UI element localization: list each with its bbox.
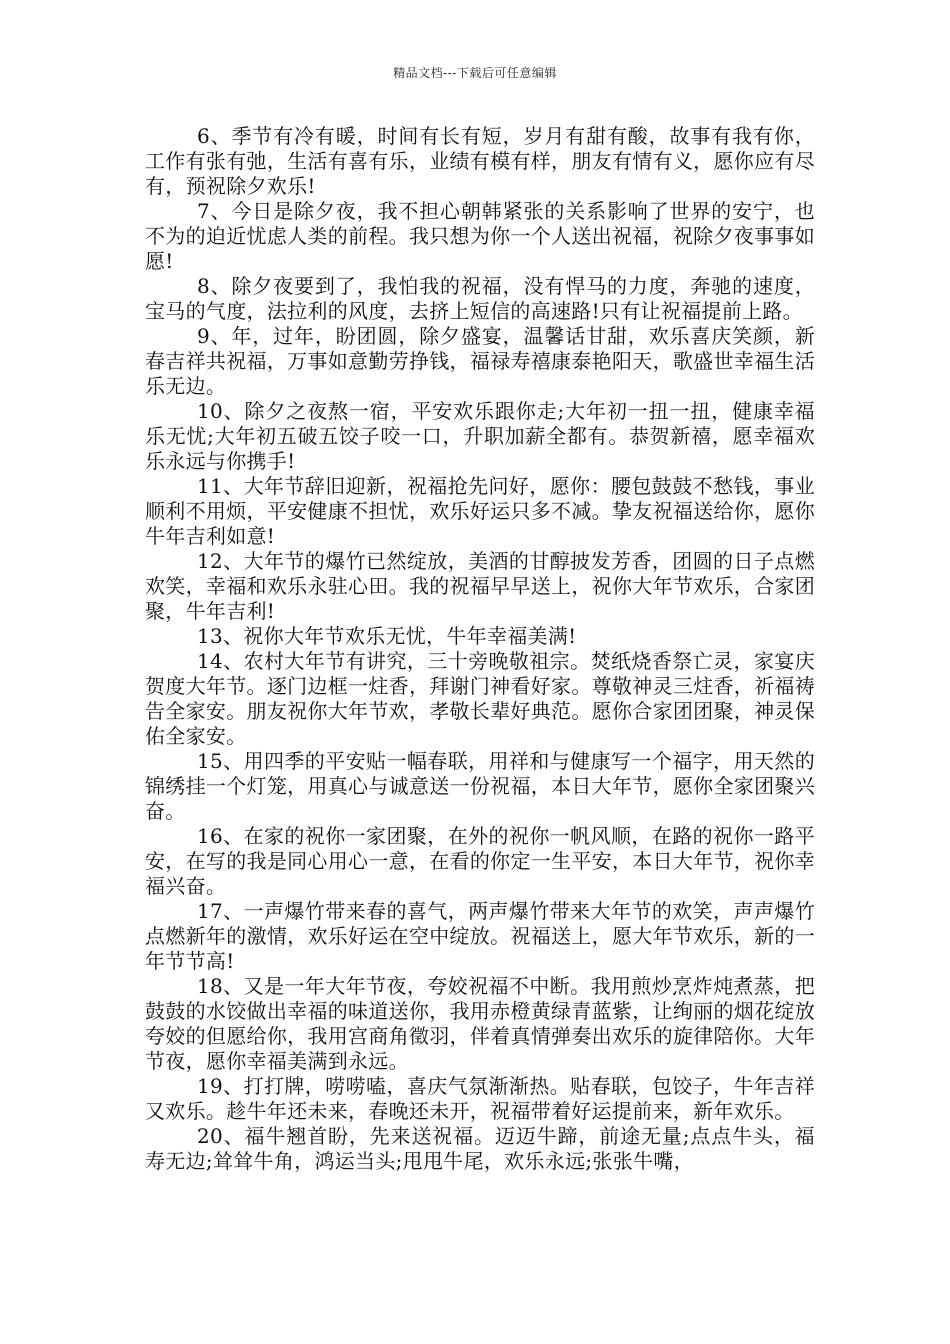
paragraph-8: 8、除夕夜要到了，我怕我的祝福，没有悍马的力度，奔驰的速度，宝马的气度，法拉利的风度，去挤上短信的高速路!只有让祝福提前上路。 [145, 274, 815, 323]
paragraph-13: 13、祝你大年节欢乐无忧，牛年幸福美满! [197, 624, 577, 648]
page-header: 精品文档---下载后可任意编辑 [393, 66, 557, 80]
paragraph-10: 10、除夕之夜熬一宿，平安欢乐跟你走;大年初一扭一扭，健康幸福乐无忧;大年初五破五饺子咬一口，升职加薪全都有。恭贺新禧，愿幸福欢乐永远与你携手! [145, 399, 815, 473]
paragraph-16: 16、在家的祝你一家团聚，在外的祝你一帆风顺，在路的祝你一路平安，在写的我是同心用心一意，在看的你定一生平安，本日大年节，祝你幸福兴奋。 [145, 824, 815, 898]
paragraph-12: 12、大年节的爆竹已然绽放，美酒的甘醇披发芳香，团圆的日子点燃欢笑，幸福和欢乐永驻心田。我的祝福早早送上，祝你大年节欢乐，合家团聚，牛年吉利! [145, 549, 815, 623]
paragraph-19: 19、打打牌，唠唠嗑，喜庆气氛渐渐热。贴春联，包饺子，牛年吉祥又欢乐。趁牛年还未来，春晚还未开，祝福带着好运提前来，新年欢乐。 [145, 1074, 815, 1123]
paragraph-15: 15、用四季的平安贴一幅春联，用祥和与健康写一个福字，用天然的锦绣挂一个灯笼，用真心与诚意送一份祝福，本日大年节，愿你全家团聚兴奋。 [145, 749, 815, 823]
paragraph-18: 18、又是一年大年节夜，夸姣祝福不中断。我用煎炒烹炸炖煮蒸，把鼓鼓的水饺做出幸福的味道送你，我用赤橙黄绿青蓝紫，让绚丽的烟花绽放夸姣的但愿给你，我用宫商角徵羽，伴着真情弹奏出欢乐的旋律陪你。大年节夜，愿你幸福美满到永远。 [145, 974, 815, 1073]
paragraph-11: 11、大年节辞旧迎新，祝福抢先问好，愿你：腰包鼓鼓不愁钱，事业顺利不用烦，平安健康不担忧，欢乐好运只多不减。挚友祝福送给你，愿你牛年吉利如意! [145, 474, 815, 548]
paragraph-6: 6、季节有冷有暖，时间有长有短，岁月有甜有酸，故事有我有你，工作有张有弛，生活有喜有乐，业绩有模有样，朋友有情有义，愿你应有尽有，预祝除夕欢乐! [145, 124, 815, 198]
paragraph-17: 17、一声爆竹带来春的喜气，两声爆竹带来大年节的欢笑，声声爆竹点燃新年的激情，欢乐好运在空中绽放。祝福送上，愿大年节欢乐，新的一年节节高! [145, 899, 815, 973]
paragraph-14: 14、农村大年节有讲究，三十旁晚敬祖宗。焚纸烧香祭亡灵，家宴庆贺度大年节。逐门边框一炷香，拜谢门神看好家。尊敬神灵三炷香，祈福祷告全家安。朋友祝你大年节欢，孝敬长辈好典范。愿你合家团团聚，神灵保佑全家安。 [145, 649, 815, 748]
paragraph-20: 20、福牛翘首盼，先来送祝福。迈迈牛蹄，前途无量;点点牛头，福寿无边;耸耸牛角，鸿运当头;甩甩牛尾，欢乐永远;张张牛嘴， [145, 1124, 815, 1173]
paragraph-9: 9、年，过年，盼团圆，除夕盛宴，温馨话甘甜，欢乐喜庆笑颜，新春吉祥共祝福，万事如意勤劳挣钱，福禄寿禧康泰艳阳天，歌盛世幸福生活乐无边。 [145, 324, 815, 398]
paragraph-7: 7、今日是除夕夜，我不担心朝韩紧张的关系影响了世界的安宁，也不为的迫近忧虑人类的前程。我只想为你一个人送出祝福，祝除夕夜事事如愿! [145, 199, 815, 273]
document-body [145, 124, 815, 1174]
